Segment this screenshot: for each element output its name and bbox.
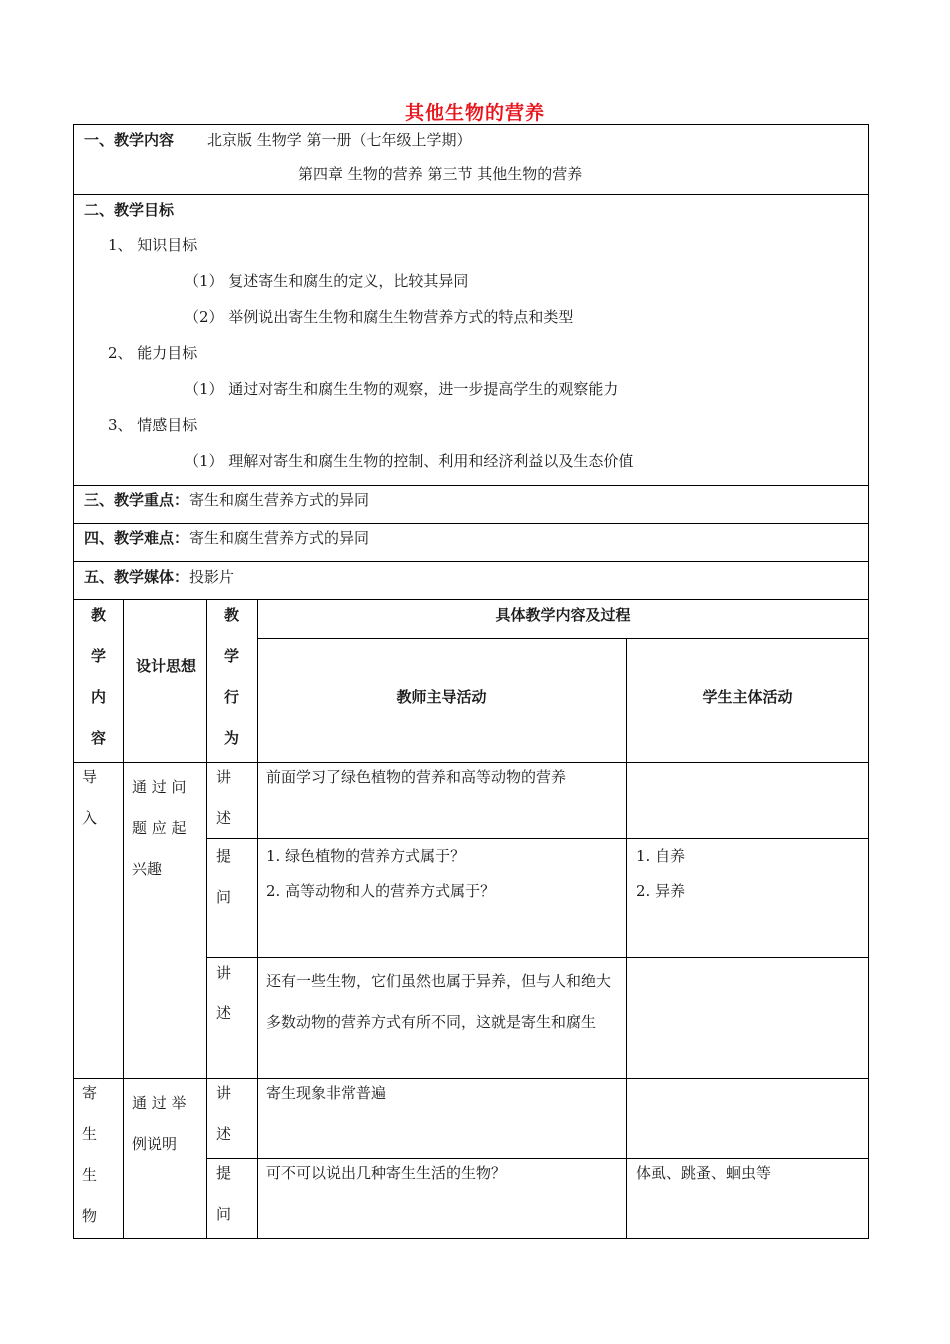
- key-point-heading: 三、教学重点：: [84, 491, 190, 509]
- header-content-char: 学: [91, 647, 107, 665]
- student-answer: 1. 自养: [636, 847, 686, 865]
- objective-item: 3、 情感目标: [108, 416, 198, 434]
- divider: [257, 638, 869, 639]
- behavior-cell-char: 讲: [216, 1084, 232, 1102]
- behavior-cell-char: 问: [216, 1205, 232, 1223]
- teacher-question: 2. 高等动物和人的营养方式属于？: [266, 882, 496, 900]
- section-heading-content: 一、教学内容: [84, 131, 175, 149]
- key-point-value: 寄生和腐生营养方式的异同: [189, 491, 370, 509]
- media-row: [84, 567, 234, 587]
- teacher-cell: 寄生现象非常普遍: [266, 1084, 387, 1102]
- table-border-left: [73, 124, 74, 1239]
- behavior-cell-char: 讲: [216, 964, 232, 982]
- student-cell: 体虱、跳蚤、蛔虫等: [636, 1164, 772, 1182]
- difficulty-heading: 四、教学难点：: [84, 529, 190, 547]
- table-border-right: [868, 124, 869, 1239]
- content-line-2: 第四章 生物的营养 第三节 其他生物的营养: [298, 165, 583, 183]
- divider: [73, 485, 869, 486]
- divider: [73, 561, 869, 562]
- divider: [206, 1158, 869, 1159]
- header-behavior-char: 为: [224, 729, 240, 747]
- divider: [73, 194, 869, 195]
- divider: [73, 599, 869, 600]
- behavior-cell-char: 提: [216, 1164, 232, 1182]
- header-behavior-char: 学: [224, 647, 240, 665]
- page-title: 其他生物的营养: [404, 102, 545, 124]
- teacher-question: 1. 绿色植物的营养方式属于？: [266, 847, 466, 865]
- objective-item: 1、 知识目标: [108, 236, 198, 254]
- media-heading: 五、教学媒体：: [84, 568, 190, 586]
- divider: [73, 762, 869, 763]
- table-border-top: [73, 124, 869, 125]
- media-value: 投影片: [189, 568, 235, 586]
- difficulty-row: [84, 528, 369, 548]
- column-divider: [626, 638, 627, 1239]
- objective-item: （2） 举例说出寄生生物和腐生生物营养方式的特点和类型: [184, 308, 574, 326]
- content-cell-char: 生: [82, 1125, 98, 1143]
- header-design: 设计思想: [136, 657, 197, 675]
- teacher-cell: 前面学习了绿色植物的营养和高等动物的营养: [266, 768, 567, 786]
- section-heading-objectives: 二、教学目标: [84, 201, 175, 219]
- behavior-cell-char: 述: [216, 1004, 232, 1022]
- header-behavior-char: 教: [224, 606, 240, 624]
- behavior-cell-char: 述: [216, 1125, 232, 1143]
- header-student: 学生主体活动: [702, 688, 793, 706]
- content-cell-char: 入: [82, 809, 98, 827]
- behavior-cell-char: 问: [216, 888, 232, 906]
- objective-item: 2、 能力目标: [108, 344, 198, 362]
- header-content-char: 内: [91, 688, 107, 706]
- difficulty-value: 寄生和腐生营养方式的异同: [189, 529, 370, 547]
- behavior-cell-char: 述: [216, 809, 232, 827]
- column-divider: [123, 599, 124, 1239]
- header-process: 具体教学内容及过程: [495, 606, 631, 624]
- header-teacher: 教师主导活动: [396, 688, 487, 706]
- key-point-row: [84, 490, 369, 510]
- behavior-cell-char: 提: [216, 847, 232, 865]
- content-cell-char: 物: [82, 1207, 98, 1225]
- objective-item: （1） 复述寄生和腐生的定义，比较其异同: [184, 272, 469, 290]
- design-cell: 通 过 举 例说明: [132, 1094, 187, 1153]
- divider: [73, 523, 869, 524]
- student-answer: 2. 异养: [636, 882, 686, 900]
- objective-item: （1） 通过对寄生和腐生生物的观察，进一步提高学生的观察能力: [184, 380, 619, 398]
- header-content-char: 容: [91, 729, 107, 747]
- column-divider: [206, 599, 207, 1239]
- header-behavior-char: 行: [224, 688, 240, 706]
- table-border-bottom: [73, 1238, 869, 1239]
- header-content-char: 教: [91, 606, 107, 624]
- divider: [206, 838, 869, 839]
- content-cell-char: 寄: [82, 1084, 98, 1102]
- objective-item: （1） 理解对寄生和腐生生物的控制、利用和经济利益以及生态价值: [184, 452, 634, 470]
- divider: [206, 957, 869, 958]
- content-cell-char: 生: [82, 1166, 98, 1184]
- teacher-cell: 可不可以说出几种寄生生活的生物？: [266, 1164, 507, 1182]
- behavior-cell-char: 讲: [216, 768, 232, 786]
- divider: [73, 1078, 869, 1079]
- content-line-1: 北京版 生物学 第一册（七年级上学期）: [207, 131, 472, 149]
- teacher-cell: 还有一些生物，它们虽然也属于异养，但与人和绝大多数动物的营养方式有所不同，这就是寄生和腐生: [266, 972, 612, 1031]
- content-cell-char: 导: [82, 768, 98, 786]
- design-cell: 通 过 问 题 应 起 兴趣: [132, 778, 187, 878]
